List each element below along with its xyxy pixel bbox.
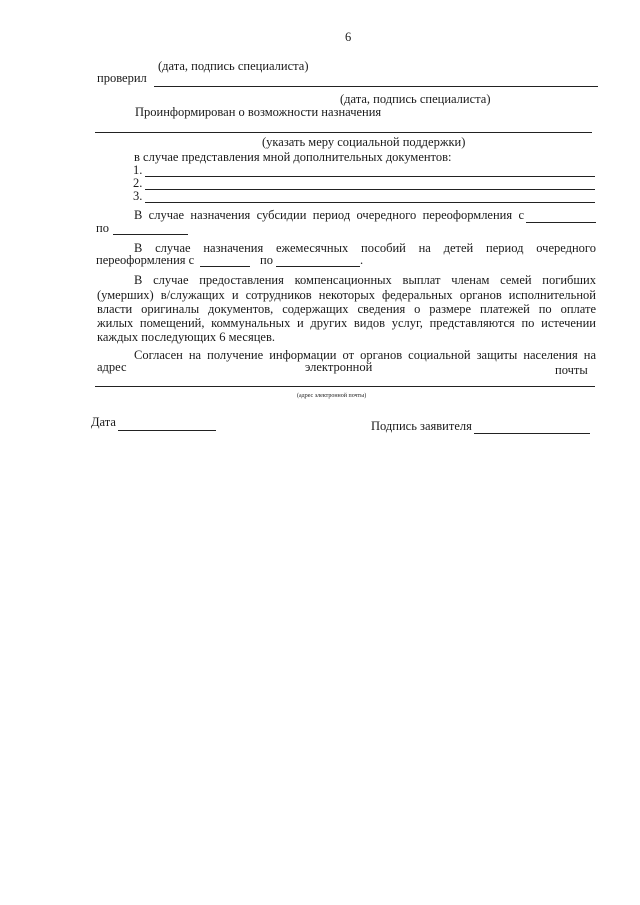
monthly-to-label: по	[260, 253, 273, 267]
consent-line-1: Согласен на получение информации от органов социальной защиты населения на	[134, 348, 596, 362]
monthly-text: В случае назначения ежемесячных пособий на детей период очередного	[134, 241, 596, 255]
monthly-from-label: переоформления с	[96, 253, 195, 267]
item-3-label: 3.	[133, 189, 143, 203]
compensation-line-5: каждых последующих 6 месяцев.	[97, 330, 275, 344]
monthly-from-line	[200, 266, 250, 267]
consent-electronic-label: электронной	[305, 360, 373, 374]
support-caption: (указать меру социальной поддержки)	[262, 135, 466, 149]
item-3-line	[145, 202, 595, 203]
subsidy-to-line	[113, 234, 188, 235]
monthly-to-line	[276, 266, 360, 267]
email-address-line	[95, 386, 595, 387]
specialist-caption-2: (дата, подпись специалиста)	[340, 92, 491, 106]
date-label: Дата	[91, 415, 116, 429]
specialist-caption-1: (дата, подпись специалиста)	[158, 59, 309, 73]
subsidy-text: В случае назначения субсидии период очередного переоформления с	[134, 208, 524, 222]
checked-signature-line	[154, 86, 598, 87]
email-caption: (адрес электронной почты)	[297, 393, 367, 399]
monthly-end-dot: .	[360, 253, 364, 267]
subsidy-to-label: по	[96, 221, 109, 235]
signature-label: Подпись заявителя	[371, 419, 472, 433]
extra-docs-text: в случае представления мной дополнительных документов:	[134, 150, 452, 164]
consent-mail-label: почты	[555, 363, 588, 377]
item-1-line	[145, 176, 595, 177]
compensation-line-2: (умерших) в/служащих и сотрудников некоторых федеральных органов исполнительной	[97, 288, 596, 302]
support-measure-line	[95, 132, 592, 133]
date-line	[118, 430, 216, 431]
item-2-label: 2.	[133, 176, 143, 190]
signature-line	[474, 433, 590, 434]
item-2-line	[145, 189, 595, 190]
compensation-line-4: жилых помещений, коммунальных и других видов услуг, представляются по истечении	[97, 316, 596, 330]
compensation-line-1: В случае предоставления компенсационных выплат членам семей погибших	[134, 273, 596, 287]
informed-text: Проинформирован о возможности назначения	[135, 105, 382, 119]
subsidy-from-line	[526, 222, 596, 223]
item-1-label: 1.	[133, 163, 143, 177]
page-number: 6	[345, 30, 352, 44]
checked-label: проверил	[97, 71, 147, 85]
compensation-line-3: власти оригиналы документов, содержащих сведения о размере платежей по оплате	[97, 302, 596, 316]
consent-address-label: адрес	[97, 360, 127, 374]
